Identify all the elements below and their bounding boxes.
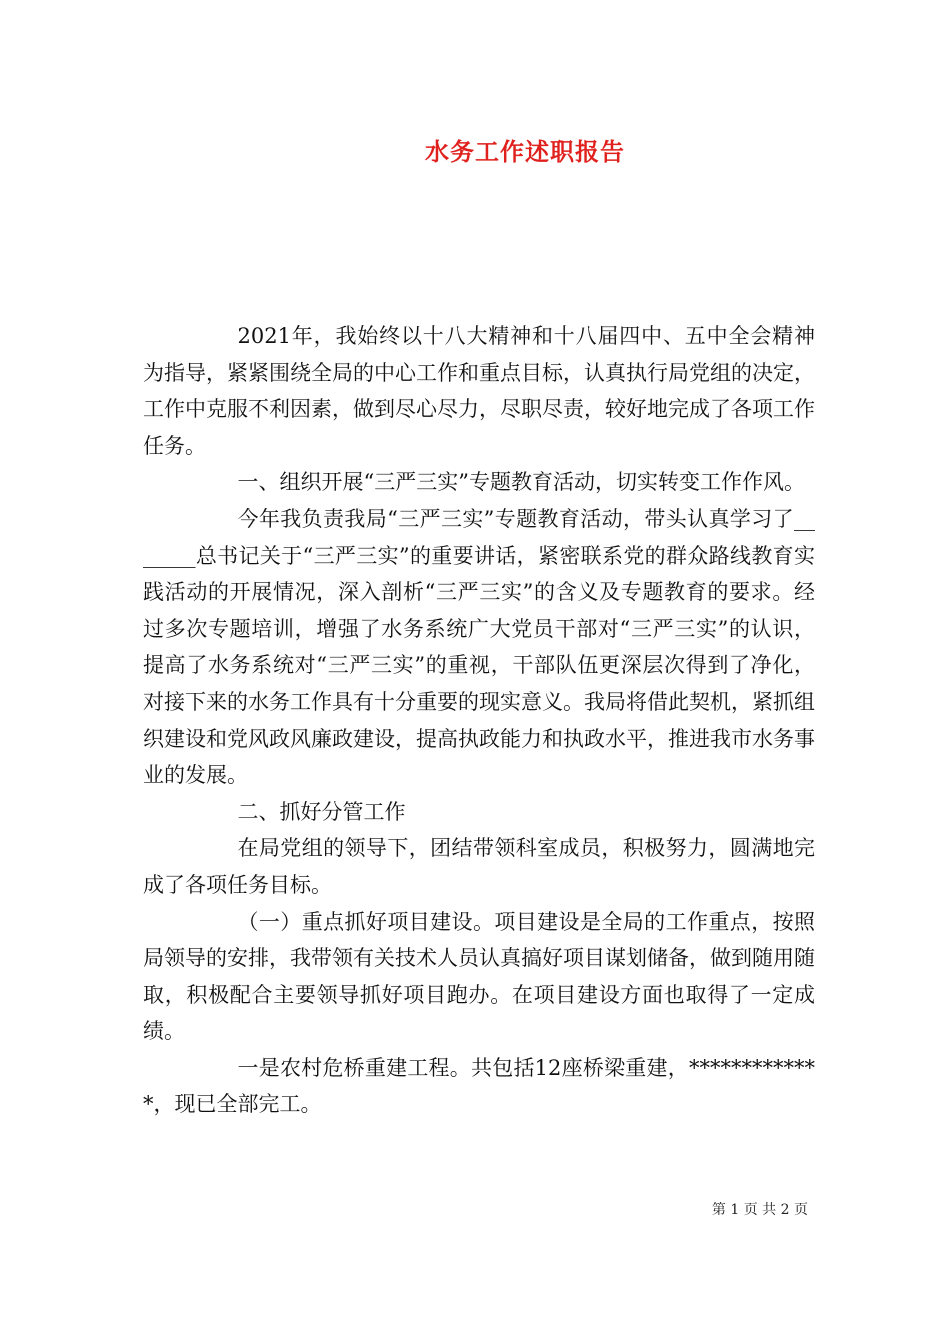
document-body xyxy=(143,318,815,1123)
paragraph-project-construction: （一）重点抓好项目建设。项目建设是全局的工作重点，按照局领导的安排，我带领有关技术人员认真搞好项目谋划储备，做到随用随取，积极配合主要领导抓好项目跑办。在项目建设方面也取得了一定成绩。 xyxy=(143,909,815,1044)
paragraph-intro: 2021年，我始终以十八大精神和十八届四中、五中全会精神为指导，紧紧围绕全局的中心工作和重点目标，认真执行局党组的决定，工作中克服不利因素，做到尽心尽力，尽职尽责，较好地完成了各项工作任务。 xyxy=(143,324,815,458)
paragraph-bridge-project: 一是农村危桥重建工程。共包括12座桥梁重建，*************，现已全部完工。 xyxy=(143,1055,815,1117)
document-title: 水务工作述职报告 xyxy=(425,137,625,166)
page-number: 第 1 页 共 2 页 xyxy=(711,1202,808,1218)
section-heading-one: 一、组织开展“三严三实”专题教育活动，切实转变工作作风。 xyxy=(237,470,805,495)
paragraph-leadership: 在局党组的领导下，团结带领科室成员，积极努力，圆满地完成了各项任务目标。 xyxy=(143,836,815,897)
section-heading-two: 二、抓好分管工作 xyxy=(237,799,406,824)
paragraph-three-stricts: 今年我负责我局“三严三实”专题教育活动，带头认真学习了_______总书记关于“三严三实”的重要讲话，紧密联系党的群众路线教育实践活动的开展情况，深入剖析“三严三实”的含义及专题教育的要求。经过多次专题培训，增强了水务系统广大党员干部对“三严三实”的认识，提高了水务系统对“三严三实”的重视，干部队伍更深层次得到了净化，对接下来的水务工作具有十分重要的现实意义。我局将借此契机，紧抓组织建设和党风政风廉政建设，提高执政能力和执政水平，推进我市水务事业的发展。 xyxy=(143,506,815,788)
